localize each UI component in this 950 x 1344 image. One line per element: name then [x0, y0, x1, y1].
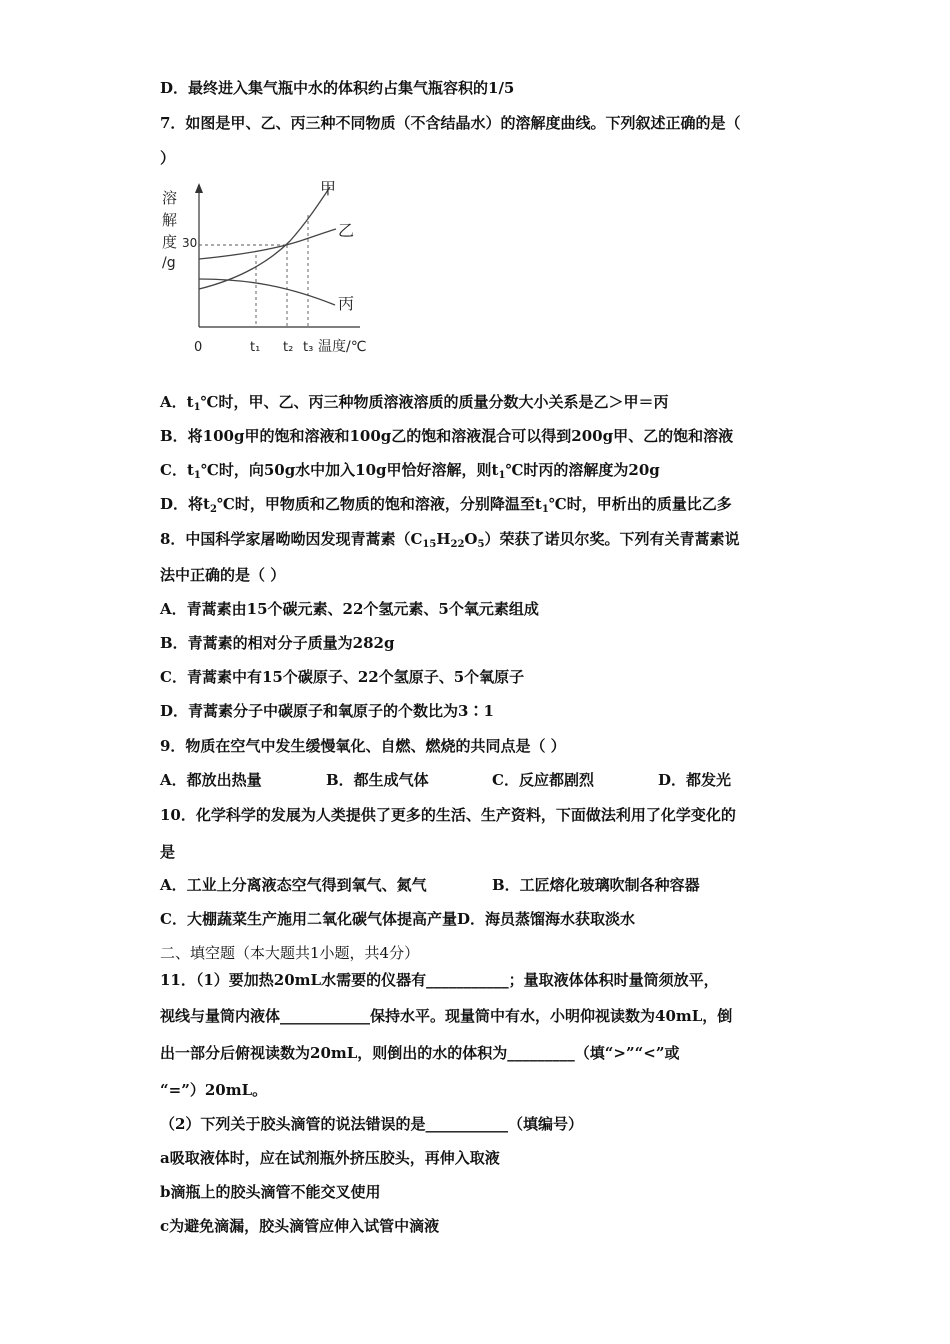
- y-tick-30: 30: [182, 236, 198, 250]
- q10-stem-end: 是: [160, 843, 176, 861]
- ylabel-2: 解: [162, 211, 178, 229]
- q9-option-b: B．都生成气体: [326, 771, 429, 789]
- q7-option-a: A．$t_1℃$时，甲、乙、丙三种物质溶液溶质的质量分数大小关系是乙＞甲＝丙: [160, 393, 669, 413]
- solubility-chart: [150, 175, 380, 365]
- q9-option-d: D．都发光: [658, 771, 732, 789]
- q11-line-3: 出一部分后俯视读数为20mL，则倒出的水的体积为_________（填“>”“<”或: [160, 1044, 680, 1062]
- q8-stem-end: 法中正确的是（ ）: [160, 566, 286, 584]
- q7-option-c: C．$t_1℃$时，向50g水中加入10g甲恰好溶解，则$t_1℃$时丙的溶解度为20g: [160, 461, 660, 481]
- q7-stem: 7．如图是甲、乙、丙三种不同物质（不含结晶水）的溶解度曲线。下列叙述正确的是（: [160, 114, 741, 132]
- curve-yi: [199, 229, 336, 259]
- section-title: 二、填空题（本大题共1小题，共4分）: [160, 944, 420, 962]
- ylabel-4: /g: [162, 255, 176, 271]
- t3-label: t₃: [303, 340, 314, 355]
- q8-option-d: D．青蒿素分子中碳原子和氧原子的个数比为3∶1: [160, 702, 494, 720]
- origin-label: 0: [194, 340, 203, 355]
- q9-option-c: C．反应都剧烈: [492, 771, 594, 789]
- q10-stem: 10．化学科学的发展为人类提供了更多的生活、生产资料，下面做法利用了化学变化的: [160, 806, 736, 824]
- q11-item-b: b滴瓶上的胶头滴管不能交叉使用: [160, 1183, 381, 1201]
- q9-option-a: A．都放出热量: [160, 771, 262, 789]
- t1-label: t₁: [250, 340, 261, 355]
- q11-part-2: （2）下列关于胶头滴管的说法错误的是___________（填编号）: [160, 1115, 583, 1133]
- q11-item-c: c为避免滴漏，胶头滴管应伸入试管中滴液: [160, 1217, 440, 1235]
- ylabel-3: 度: [162, 233, 178, 251]
- q11-line-2: 视线与量筒内液体____________保持水平。现量筒中有水，小明仰视读数为40mL，倒: [160, 1007, 733, 1025]
- series-yi-label: 乙: [338, 221, 355, 240]
- ylabel-1: 溶: [162, 189, 178, 207]
- x-axis-label: 温度/℃: [318, 339, 367, 355]
- q7-option-d: D．将$t_2℃$时，甲物质和乙物质的饱和溶液，分别降温至$t_1℃$时，甲析出的质量比乙多: [160, 495, 732, 515]
- q10-option-c: C．大棚蔬菜生产施用二氧化碳气体提高产量: [160, 910, 457, 928]
- q9-stem: 9．物质在空气中发生缓慢氧化、自燃、燃烧的共同点是（ ）: [160, 737, 566, 755]
- q10-option-a: A．工业上分离液态空气得到氧气、氮气: [160, 876, 427, 894]
- q10-options-ab: [160, 875, 700, 895]
- q11-line-1: 11．（1）要加热20mL水需要的仪器有___________；量取液体体积时量筒须放平，: [160, 971, 719, 989]
- q8-option-a: A．青蒿素由15个碳元素、22个氢元素、5个氧元素组成: [160, 600, 539, 618]
- q8-option-c: C．青蒿素中有15个碳原子、22个氢原子、5个氧原子: [160, 668, 525, 686]
- q10-option-d: D．海员蒸馏海水获取淡水: [456, 910, 635, 928]
- y-axis-arrow: [195, 183, 203, 193]
- q6-option-d: D．最终进入集气瓶中水的体积约占集气瓶容积的1/5: [160, 79, 515, 97]
- series-bing-label: 丙: [338, 294, 355, 313]
- q8-option-b: B．青蒿素的相对分子质量为282g: [160, 634, 395, 652]
- q8-stem: 8．中国科学家屠呦呦因发现青蒿素$(C_{15}H_{22}O_5)$荣获了诺贝尔奖。下列有关青蒿素说: [160, 530, 740, 550]
- q11-line-4: “=”）20mL。: [160, 1081, 268, 1099]
- q7-option-b: B．将100g甲的饱和溶液和100g乙的饱和溶液混合可以得到200g甲、乙的饱和溶液: [160, 427, 734, 445]
- q11-item-a: a吸取液体时，应在试剂瓶外挤压胶头，再伸入取液: [160, 1149, 500, 1167]
- q10-options-cd: [160, 909, 635, 929]
- q10-option-b: B．工匠熔化玻璃吹制各种容器: [492, 876, 700, 894]
- t2-label: t₂: [283, 340, 294, 355]
- q7-stem-end: ）: [160, 149, 176, 167]
- series-jia-label: 甲: [320, 179, 337, 198]
- q9-options: [160, 770, 731, 790]
